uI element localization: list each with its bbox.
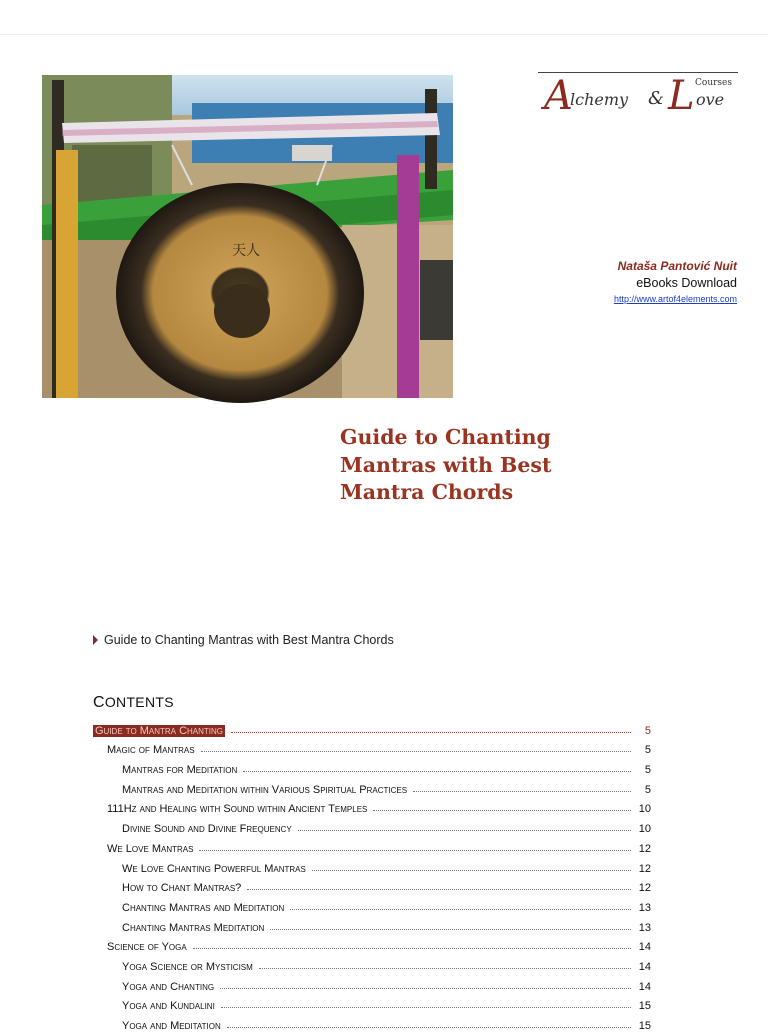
logo-word-lchemy: lchemy [570,90,629,109]
toc-entry[interactable] [93,934,651,954]
caret-right-icon [93,635,98,645]
toc-entry[interactable] [93,756,651,776]
toc-dot-leader [243,771,631,772]
toc-entry-label: Divine Sound and Divine Frequency [122,823,292,836]
toc-entry-page: 13 [638,901,651,914]
toc-dot-leader [227,1027,631,1028]
toc-entry[interactable] [93,1012,651,1032]
logo-letter-l: L [668,73,695,119]
toc-entry[interactable] [93,717,651,737]
toc-entry-page: 5 [644,724,651,737]
logo-letter-a: A [544,73,573,119]
toc-dot-leader [201,751,631,752]
toc-entry-label: How to Chant Mantras? [122,882,242,895]
gong-photo [42,75,453,398]
author-block [614,258,737,306]
toc-entry-label: Mantras for Meditation [122,764,238,777]
toc-entry-page: 13 [638,921,651,934]
logo-courses-text: Courses [695,78,732,88]
page-top-rule [0,34,768,35]
toc-entry-label: 111Hz and Healing with Sound within Ancient Temples [107,803,368,816]
toc-dot-leader [220,988,631,989]
table-of-contents [93,717,651,1032]
toc-entry-label: Guide to Mantra Chanting [95,724,224,737]
author-website-link[interactable]: http://www.artof4elements.com [613,294,737,304]
toc-entry[interactable] [93,796,651,816]
toc-entry-page: 15 [638,1020,651,1032]
toc-entry[interactable] [93,815,651,835]
toc-dot-leader [413,791,631,792]
toc-entry[interactable] [93,776,651,796]
toc-dot-leader [199,850,631,851]
toc-entry-page: 5 [644,764,651,777]
logo-word-ove: ove [696,90,725,109]
logo-ampersand: & [648,88,665,109]
svg-text:天人: 天人 [232,243,260,259]
toc-dot-leader [259,968,631,969]
toc-entry-page: 12 [638,862,651,875]
toc-entry[interactable] [93,914,651,934]
toc-dot-leader [193,948,631,949]
toc-entry-page: 10 [638,803,651,816]
toc-entry-label: Mantras and Meditation within Various Spiritual Practices [122,783,408,796]
contents-heading [93,694,174,712]
toc-entry-page: 12 [638,842,651,855]
toc-entry-page: 12 [638,882,651,895]
toc-entry-page: 15 [638,1000,651,1013]
toc-entry[interactable] [93,737,651,757]
toc-entry-label: Chanting Mantras and Meditation [122,901,285,914]
toc-entry[interactable] [93,993,651,1013]
toc-entry-label: Yoga and Meditation [122,1020,221,1032]
toc-entry-label: We Love Mantras [107,842,194,855]
toc-dot-leader [231,732,631,733]
toc-entry[interactable] [93,875,651,895]
gong-illustration [42,75,453,398]
toc-dot-leader [270,929,631,930]
toc-dot-leader [221,1007,631,1008]
toc-dot-leader [312,870,631,871]
toc-entry-page: 5 [644,783,651,796]
toc-entry-label: Yoga Science or Mysticism [122,960,253,973]
toc-entry[interactable] [93,894,651,914]
toc-entry-label: We Love Chanting Powerful Mantras [122,862,306,875]
toc-entry-label: Science of Yoga [107,941,187,954]
alchemy-of-love-logo [538,72,738,122]
toc-entry-page: 10 [638,823,651,836]
toc-dot-leader [247,889,631,890]
toc-entry-page: 14 [638,941,651,954]
toc-entry-label: Yoga and Kundalini [122,1000,215,1013]
toc-entry-label: Chanting Mantras Meditation [122,921,265,934]
breadcrumb-label: Guide to Chanting Mantras with Best Mantra Chords [104,633,394,647]
contents-heading-initial: C [93,694,105,711]
toc-entry-page: 14 [638,960,651,973]
document-title: Guide to Chanting Mantras with Best Mantra Chords [340,425,552,504]
breadcrumb[interactable] [93,633,394,647]
toc-entry-label: Magic of Mantras [107,744,195,757]
toc-dot-leader [298,830,631,831]
author-subtitle: eBooks Download [636,276,737,290]
toc-dot-leader [290,909,631,910]
toc-dot-leader [373,810,631,811]
contents-heading-rest: ONTENTS [104,694,174,710]
toc-entry[interactable] [93,953,651,973]
toc-entry[interactable] [93,973,651,993]
toc-entry[interactable] [93,855,651,875]
author-name: Nataša Pantović Nuit [617,259,737,273]
toc-entry-label: Yoga and Chanting [122,980,215,993]
toc-entry-page: 14 [638,980,651,993]
toc-entry[interactable] [93,835,651,855]
toc-entry-page: 5 [644,744,651,757]
